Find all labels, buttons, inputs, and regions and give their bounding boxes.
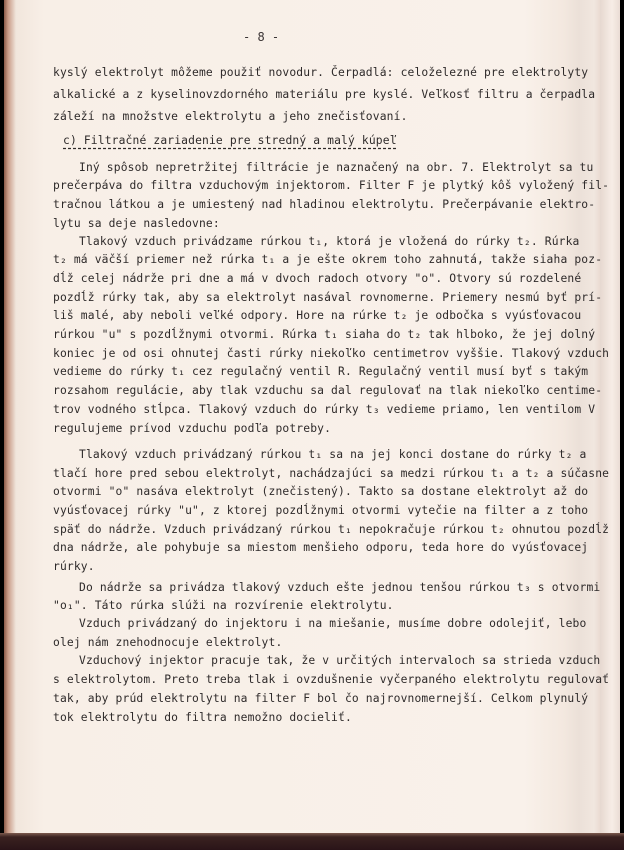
text-line: liš malé, aby neboli veľké odpory. Hore na rúrke t₂ je odbočka s vyúsťovacou <box>53 309 582 323</box>
text-line: vedieme do rúrky t₁ cez regulačný ventil R. Regulačný ventil musí byť s takým <box>53 365 589 379</box>
text-line: rúrkou "u" s pozdĺžnymi otvormi. Rúrka t₁ siaha do t₂ tak hlboko, že jej dolný <box>53 328 596 341</box>
text-line: s elektrolytom. Preto treba tlak i ovzdušnenie vyčerpaného elektrolytu regulovať <box>53 673 610 687</box>
text-line: dna nádrže, ale pohybuje sa miestom menšieho odporu, teda hore do vyúsťovacej <box>53 541 589 555</box>
scan-bottom-edge <box>0 833 624 850</box>
text-line: späť do nádrže. Vzduch privádzaný rúrkou t₁ nepokračuje rúrkou t₂ ohnutou pozdĺž <box>53 522 610 536</box>
text-line: kyslý elektrolyt môžeme použiť novodur. Čerpadlá: celoželezné pre elektrolyty <box>53 66 589 79</box>
text-line: trov vodného stĺpca. Tlakový vzduch do rúrky t₃ vedieme priamo, len ventilom V <box>53 402 596 416</box>
text-line: tračnou látkou a je umiestený nad hladinou elektrolytu. Prečerpávanie elektro- <box>53 197 596 211</box>
text-line: tak, aby prúd elektrolytu na filter F bol čo najrovnomernejší. Celkom plynulý <box>53 691 589 705</box>
text-line: alkalické a z kyselinovzdorného materiálu pre kyslé. Veľkosť filtru a čerpadla <box>53 88 596 101</box>
page-number: - 8 - <box>243 30 280 44</box>
text-line: t₂ má väčší priemer než rúrka t₁ a je ešte okrem toho zahnutá, takže siaha poz- <box>53 253 603 267</box>
text-line: otvormi "o" nasáva elektrolyt (znečistený). Takto sa dostane elektrolyt až do <box>53 485 589 499</box>
text-line: Tlakový vzduch privádzaný rúrkou t₁ sa na jej konci dostane do rúrky t₂ a <box>79 447 587 461</box>
text-line: rúrky. <box>53 560 95 574</box>
text-line: tlačí hore pred sebou elektrolyt, nachádzajúci sa medzi rúrkou t₁ a t₂ a súčasne <box>53 466 610 480</box>
text-line: Vzduchový injektor pracuje tak, že v určitých intervaloch sa strieda vzduch <box>79 654 601 668</box>
text-line: Iný spôsob nepretržitej filtrácie je naznačený na obr. 7. Elektrolyt sa tu <box>79 160 594 174</box>
text-line: olej nám znehodnocuje elektrolyt. <box>53 635 283 649</box>
text-line: Do nádrže sa privádza tlakový vzduch ešte jednou tenšou rúrkou t₃ s otvormi <box>79 581 601 595</box>
text-line: regulujeme prívod vzduchu podľa potreby. <box>53 421 332 435</box>
text-line: koniec je od osi ohnutej časti rúrky niekoľko centimetrov vyššie. Tlakový vzduch <box>53 346 610 360</box>
text-line: lytu sa deje nasledovne: <box>53 216 220 230</box>
text-line: prečerpáva do filtra vzduchovým injektorom. Filter F je plytký kôš vyložený fil- <box>53 179 610 193</box>
text-line: pozdĺž rúrky tak, aby sa elektrolyt nasával rovnomerne. Priemery nesmú byť prí- <box>53 290 603 304</box>
text-line: Vzduch privádzaný do injektoru i na miešanie, musíme dobre odolejiť, lebo <box>79 617 587 630</box>
section-heading: c) Filtračné zariadenie pre stredný a malý kúpeľ <box>63 134 397 147</box>
text-line: "o₁". Táto rúrka slúži na rozvírenie elektrolytu. <box>53 599 394 613</box>
text-line: dĺž celej nádrže pri dne a má v dvoch radoch otvory "o". Otvory sú rozdelené <box>53 271 582 285</box>
text-line: rozsahom regulácie, aby tlak vzduchu sa dal regulovať na tlak niekoľko centime- <box>53 384 603 398</box>
page-edge <box>600 0 620 842</box>
text-line: vyúsťovacej rúrky "u", z ktorej pozdĺžnymi otvormi vytečie na filter a z toho <box>53 503 589 517</box>
text-line: záleží na množstve elektrolytu a jeho znečisťovaní. <box>53 110 408 123</box>
text-line: Tlakový vzduch privádzame rúrkou t₁, ktorá je vložená do rúrky t₂. Rúrka <box>79 234 580 248</box>
text-line: tok elektrolytu do filtra nemožno docieliť. <box>53 710 352 724</box>
